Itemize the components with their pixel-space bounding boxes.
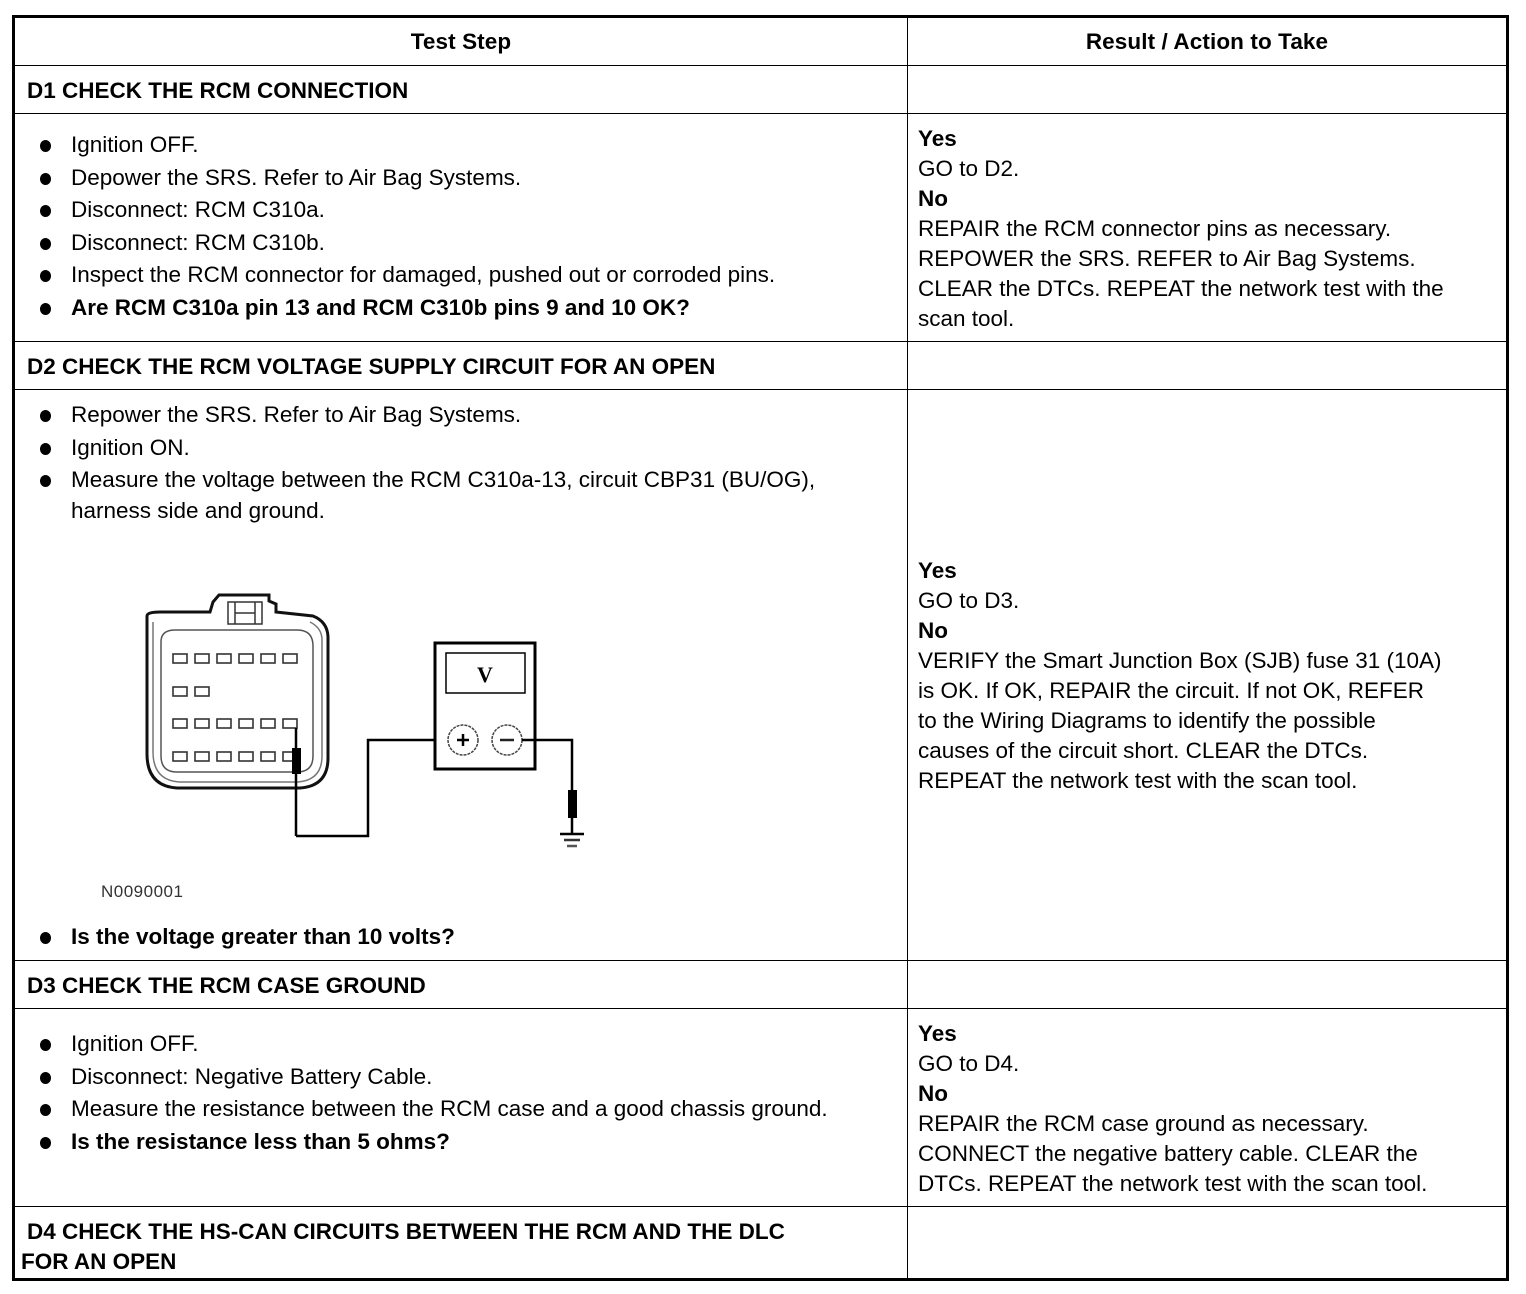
step-d2-result bbox=[908, 390, 1506, 796]
no-action-line: scan tool. bbox=[918, 306, 1015, 331]
no-action-line: CONNECT the negative battery cable. CLEAR the bbox=[918, 1141, 1418, 1166]
step-d3-title-row bbox=[15, 960, 1506, 1009]
list-item: Measure the resistance between the RCM case and a good chassis ground. bbox=[15, 1094, 907, 1125]
list-item: Disconnect: RCM C310a. bbox=[15, 195, 907, 226]
step-d2-question: Is the voltage greater than 10 volts? bbox=[15, 922, 907, 953]
step-d2-question-list bbox=[15, 922, 907, 955]
yes-label: Yes bbox=[918, 126, 957, 151]
step-d3-title: D3 CHECK THE RCM CASE GROUND bbox=[27, 973, 426, 998]
list-item: Ignition OFF. bbox=[15, 130, 907, 161]
no-action-line: to the Wiring Diagrams to identify the possible bbox=[918, 708, 1376, 733]
no-action-line: REPAIR the RCM connector pins as necessary. bbox=[918, 216, 1392, 241]
header-test-step: Test Step bbox=[15, 18, 908, 65]
step-d3-result bbox=[908, 1009, 1506, 1199]
no-action-line: REPOWER the SRS. REFER to Air Bag Systems. bbox=[918, 246, 1416, 271]
no-action-line: is OK. If OK, REPAIR the circuit. If not OK, REFER bbox=[918, 678, 1424, 703]
list-item: Ignition ON. bbox=[15, 433, 907, 464]
step-d1-result bbox=[908, 114, 1506, 334]
step-d2-title: D2 CHECK THE RCM VOLTAGE SUPPLY CIRCUIT FOR AN OPEN bbox=[27, 354, 716, 379]
step-d3-question: Is the resistance less than 5 ohms? bbox=[15, 1127, 907, 1158]
list-item: Repower the SRS. Refer to Air Bag Systems. bbox=[15, 400, 907, 431]
step-d1-title: D1 CHECK THE RCM CONNECTION bbox=[27, 78, 409, 103]
list-item: Depower the SRS. Refer to Air Bag Systems. bbox=[15, 163, 907, 194]
voltage-measurement-diagram bbox=[15, 390, 908, 961]
step-d1-body-row bbox=[15, 113, 1506, 342]
step-d3-instructions bbox=[15, 1029, 907, 1157]
no-action-line: REPEAT the network test with the scan tool. bbox=[918, 768, 1358, 793]
list-item: Ignition OFF. bbox=[15, 1029, 907, 1060]
no-action-line: causes of the circuit short. CLEAR the DTCs. bbox=[918, 738, 1369, 763]
yes-label: Yes bbox=[918, 1021, 957, 1046]
yes-label: Yes bbox=[918, 558, 957, 583]
step-d4-title-row bbox=[15, 1206, 1506, 1278]
list-item: Disconnect: RCM C310b. bbox=[15, 228, 907, 259]
step-d1-instructions bbox=[15, 130, 907, 323]
table-header-row bbox=[15, 18, 1506, 65]
header-result-action: Result / Action to Take bbox=[1085, 28, 1329, 54]
voltmeter-icon bbox=[435, 643, 535, 769]
no-action-line: REPAIR the RCM case ground as necessary. bbox=[918, 1111, 1369, 1136]
no-label: No bbox=[918, 618, 948, 643]
yes-action: GO to D4. bbox=[918, 1051, 1020, 1076]
diagnostic-test-table bbox=[12, 15, 1509, 1281]
step-d2-title-row bbox=[15, 341, 1506, 390]
step-d3-body-row bbox=[15, 1008, 1506, 1207]
no-label: No bbox=[918, 1081, 948, 1106]
step-d1-question: Are RCM C310a pin 13 and RCM C310b pins 9 and 10 OK? bbox=[15, 293, 907, 324]
step-d2-body-row bbox=[15, 389, 1506, 961]
step-d1-title-row bbox=[15, 65, 1506, 114]
yes-action: GO to D2. bbox=[918, 156, 1020, 181]
ground-symbol-icon bbox=[560, 834, 584, 846]
list-item: Disconnect: Negative Battery Cable. bbox=[15, 1062, 907, 1093]
yes-action: GO to D3. bbox=[918, 588, 1020, 613]
list-item: Measure the voltage between the RCM C310a-13, circuit CBP31 (BU/OG), harness side and ground. bbox=[15, 465, 907, 526]
no-action-line: DTCs. REPEAT the network test with the scan tool. bbox=[918, 1171, 1428, 1196]
step-d4-title: D4 CHECK THE HS-CAN CIRCUITS BETWEEN THE RCM AND THE DLC FOR AN OPEN bbox=[21, 1219, 785, 1274]
list-item: Inspect the RCM connector for damaged, pushed out or corroded pins. bbox=[15, 260, 907, 291]
svg-text:V: V bbox=[477, 662, 493, 687]
figure-caption: N0090001 bbox=[101, 882, 184, 901]
no-action-line: VERIFY the Smart Junction Box (SJB) fuse 31 (10A) bbox=[918, 648, 1442, 673]
no-label: No bbox=[918, 186, 948, 211]
no-action-line: CLEAR the DTCs. REPEAT the network test with the bbox=[918, 276, 1444, 301]
